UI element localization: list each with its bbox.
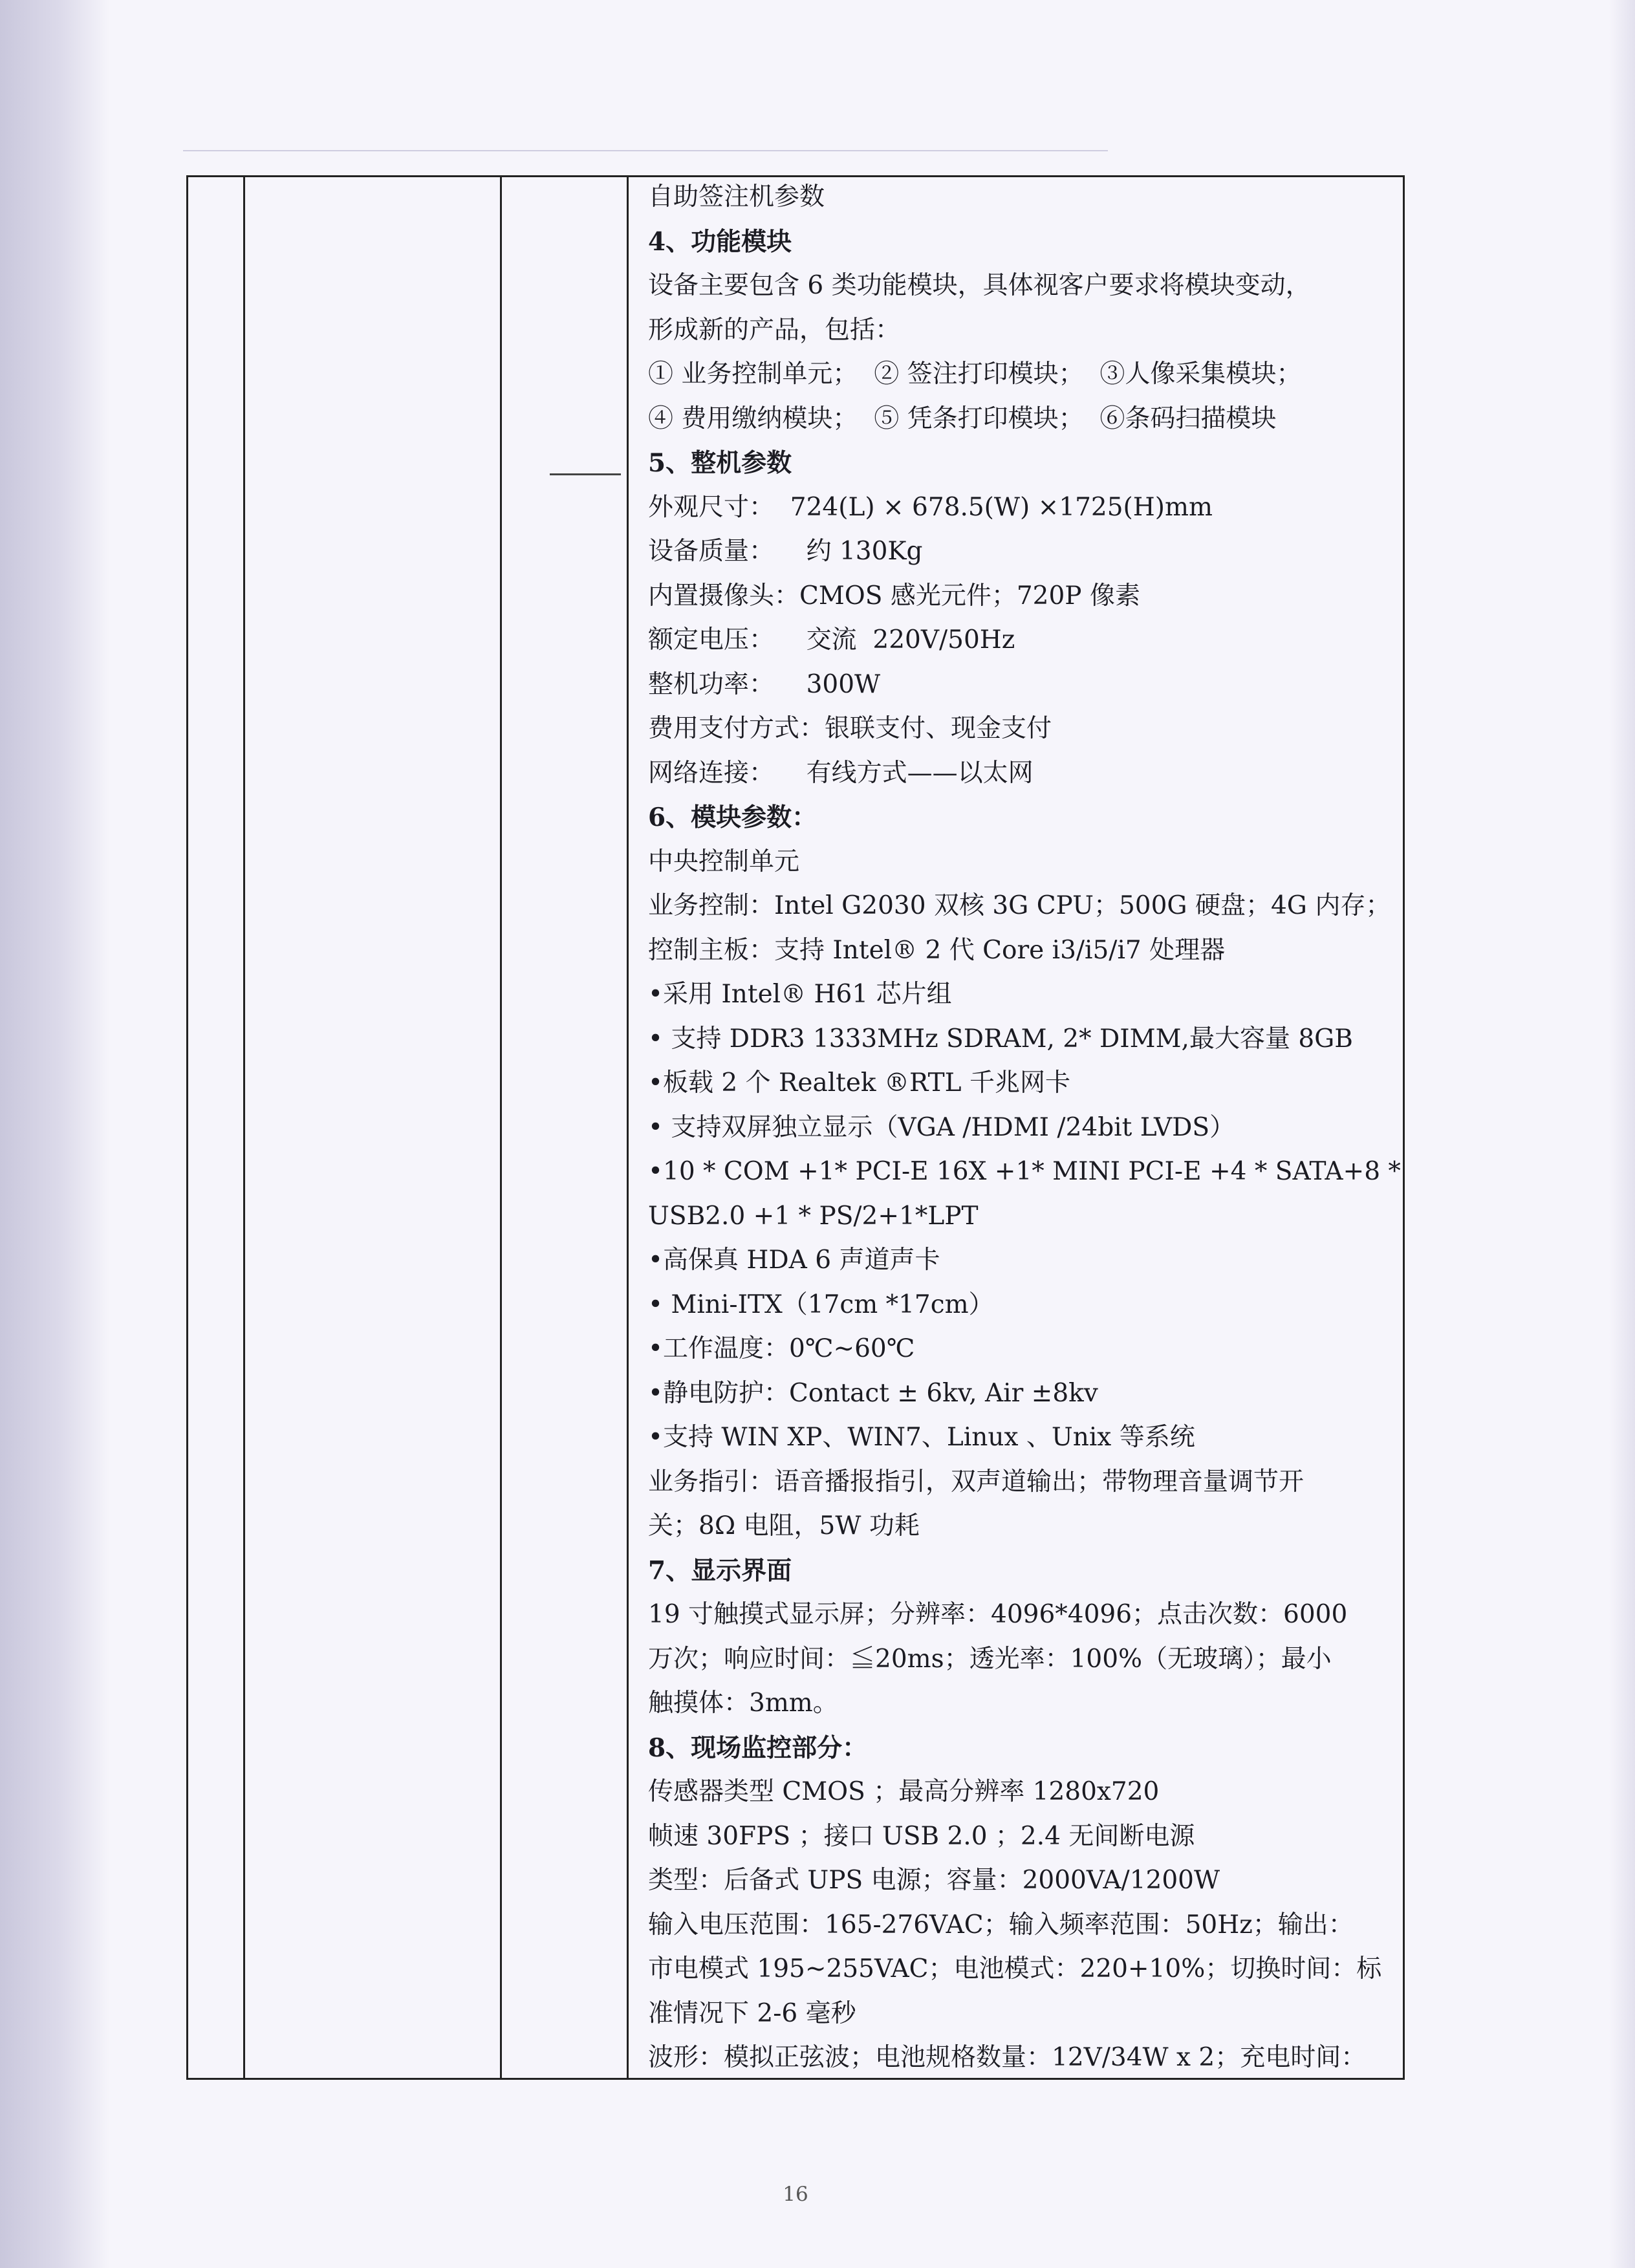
table-column-divider	[500, 177, 502, 2078]
spec-line: •静电防护：Contact ± 6kv, Air ±8kv	[648, 1378, 1098, 1408]
spec-line: 额定电压： 交流 220V/50Hz	[648, 625, 1015, 654]
spec-line: •工作温度：0℃~60℃	[648, 1334, 915, 1363]
spec-line: • 支持双屏独立显示（VGA /HDMI /24bit LVDS）	[648, 1112, 1235, 1142]
page-edge-shadow	[1609, 0, 1635, 2268]
spec-line: 自助签注机参数	[648, 182, 825, 211]
spec-line: 传感器类型 CMOS ；最高分辨率 1280x720	[648, 1777, 1160, 1806]
section-heading: 5、整机参数	[648, 448, 792, 478]
spec-line: • Mini-ITX（17cm *17cm）	[648, 1290, 994, 1319]
spec-line: 波形：模拟正弦波；电池规格数量：12V/34W x 2；充电时间：	[648, 2043, 1367, 2072]
spec-line: 准情况下 2-6 毫秒	[648, 1998, 856, 2028]
spec-line: 形成新的产品，包括：	[648, 315, 901, 345]
spec-line: •板载 2 个 Realtek ®RTL 千兆网卡	[648, 1068, 1070, 1097]
spec-line: 网络连接： 有线方式——以太网	[648, 758, 1034, 788]
spec-line: •支持 WIN XP、WIN7、Linux 、Unix 等系统	[648, 1423, 1195, 1452]
page-binding-shadow	[0, 0, 110, 2268]
spec-line: 帧速 30FPS ；接口 USB 2.0 ；2.4 无间断电源	[648, 1821, 1195, 1851]
spec-text-cell	[648, 175, 1401, 2080]
spec-line: 触摸体：3mm。	[648, 1689, 838, 1718]
spec-line: 外观尺寸： 724(L) × 678.5(W) ×1725(H)mm	[648, 492, 1213, 522]
section-heading: 8、现场监控部分：	[648, 1733, 868, 1763]
spec-line: •采用 Intel® H61 芯片组	[648, 980, 952, 1009]
section-heading: 7、显示界面	[648, 1555, 792, 1586]
spec-line: 19 寸触摸式显示屏；分辨率：4096*4096；点击次数：6000	[648, 1600, 1348, 1629]
section-heading: 6、模块参数：	[648, 803, 817, 832]
spec-line: 设备主要包含 6 类功能模块，具体视客户要求将模块变动，	[648, 271, 1311, 300]
spec-line: 类型：后备式 UPS 电源；容量：2000VA/1200W	[648, 1866, 1220, 1895]
spec-line: 输入电压范围：165-276VAC；输入频率范围：50Hz；输出：	[648, 1910, 1354, 1939]
spec-line: •高保真 HDA 6 声道声卡	[648, 1246, 940, 1275]
faint-top-rule	[183, 150, 1108, 151]
spec-line: 市电模式 195~255VAC；电池模式：220+10%；切换时间：标	[648, 1954, 1382, 1983]
spec-line: 控制主板：支持 Intel® 2 代 Core i3/i5/i7 处理器	[648, 935, 1226, 965]
spec-line: •10 * COM +1* PCI-E 16X +1* MINI PCI-E +4 * SATA+8 *	[648, 1157, 1401, 1186]
spec-line: • 支持 DDR3 1333MHz SDRAM, 2* DIMM,最大容量 8GB	[648, 1024, 1353, 1053]
table-column-divider	[627, 177, 629, 2078]
spec-line: 费用支付方式：银联支付、现金支付	[648, 714, 1052, 743]
spec-line: 整机功率： 300W	[648, 669, 881, 699]
spec-line: 设备质量： 约 130Kg	[648, 537, 923, 566]
spec-line: 关；8Ω 电阻，5W 功耗	[648, 1511, 920, 1540]
spec-line: 内置摄像头：CMOS 感光元件；720P 像素	[648, 581, 1140, 610]
page-number: 16	[783, 2183, 808, 2206]
spec-line: 业务指引：语音播报指引，双声道输出；带物理音量调节开	[648, 1467, 1305, 1496]
spec-line: 万次；响应时间：≦20ms；透光率：100%（无玻璃）；最小	[648, 1644, 1332, 1674]
table-column-divider	[243, 177, 245, 2078]
section-heading: 4、功能模块	[648, 226, 792, 257]
pen-mark	[550, 473, 621, 475]
spec-line: 业务控制：Intel G2030 双核 3G CPU；500G 硬盘；4G 内存；	[648, 891, 1391, 920]
spec-line: USB2.0 +1 * PS/2+1*LPT	[648, 1201, 979, 1231]
spec-line: 中央控制单元	[648, 847, 800, 876]
spec-line: ① 业务控制单元； ② 签注打印模块； ③人像采集模块；	[648, 360, 1302, 389]
spec-line: ④ 费用缴纳模块； ⑤ 凭条打印模块； ⑥条码扫描模块	[648, 404, 1277, 433]
